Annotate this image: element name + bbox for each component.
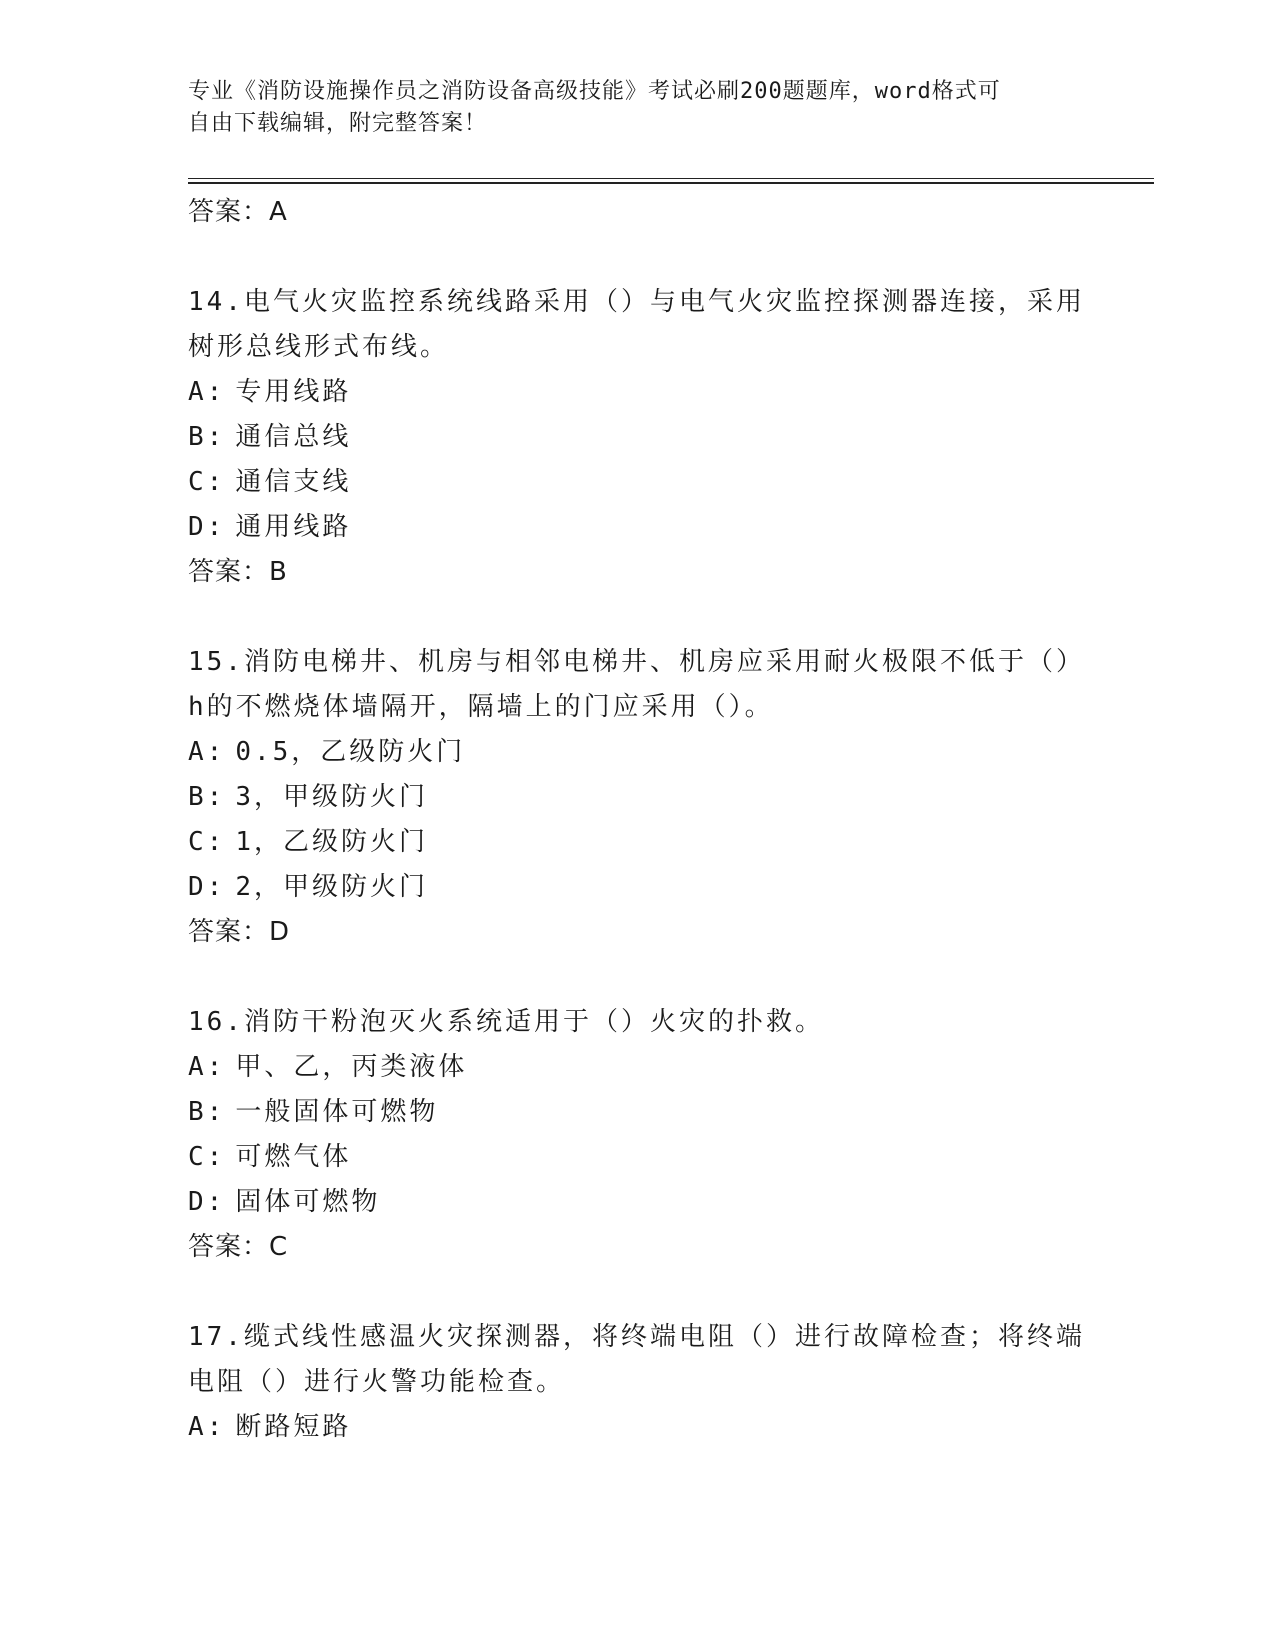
question-block xyxy=(188,280,1088,594)
option-b xyxy=(188,1090,1088,1135)
option-letter: C: xyxy=(188,467,226,497)
question-text-line: h的不燃烧体墙隔开，隔墙上的门应采用（）。 xyxy=(188,692,774,722)
answer-value: A xyxy=(269,197,287,227)
option-letter: B: xyxy=(188,782,226,812)
header-divider-thin xyxy=(188,178,1154,179)
question-text-line: 17.缆式线性感温火灾探测器，将终端电阻（）进行故障检查；将终端 xyxy=(188,1322,1085,1352)
option-text: 固体可燃物 xyxy=(235,1187,381,1217)
question-text-line: 树形总线形式布线。 xyxy=(188,332,450,362)
answer-line xyxy=(188,1225,1088,1269)
option-letter: D: xyxy=(188,512,226,542)
answer-line xyxy=(188,910,1088,954)
answer-value: B xyxy=(269,557,287,587)
option-letter: A: xyxy=(188,737,226,767)
answer-line xyxy=(188,190,1088,234)
option-text: 2，甲级防火门 xyxy=(235,872,428,902)
header-divider-thick xyxy=(188,182,1154,184)
option-d xyxy=(188,865,1088,910)
question-block xyxy=(188,640,1088,954)
option-text: 0.5，乙级防火门 xyxy=(235,737,466,767)
question-text-line: 14.电气火灾监控系统线路采用（）与电气火灾监控探测器连接，采用 xyxy=(188,287,1085,317)
header-line-2: 自由下载编辑，附完整答案！ xyxy=(188,111,488,136)
answer-value: D xyxy=(269,917,290,947)
option-c xyxy=(188,820,1088,865)
option-text: 可燃气体 xyxy=(235,1142,352,1172)
question-text-line: 电阻（）进行火警功能检查。 xyxy=(188,1367,566,1397)
option-c xyxy=(188,1135,1088,1180)
option-text: 3，甲级防火门 xyxy=(235,782,428,812)
answer-value: C xyxy=(269,1232,288,1262)
answer-line xyxy=(188,550,1088,594)
question-list xyxy=(188,190,1088,1450)
option-text: 专用线路 xyxy=(235,377,352,407)
option-letter: A: xyxy=(188,1412,226,1442)
option-letter: B: xyxy=(188,1097,226,1127)
option-a xyxy=(188,730,1088,775)
option-letter: D: xyxy=(188,872,226,902)
question-block xyxy=(188,1315,1088,1450)
option-b xyxy=(188,415,1088,460)
option-text: 通信支线 xyxy=(235,467,352,497)
option-text: 通信总线 xyxy=(235,422,352,452)
header-line-1: 专业《消防设施操作员之消防设备高级技能》考试必刷200题题库，word格式可 xyxy=(188,79,1001,104)
option-letter: A: xyxy=(188,1052,226,1082)
option-letter: A: xyxy=(188,377,226,407)
option-letter: C: xyxy=(188,1142,226,1172)
option-letter: D: xyxy=(188,1187,226,1217)
option-letter: C: xyxy=(188,827,226,857)
option-text: 一般固体可燃物 xyxy=(235,1097,439,1127)
option-d xyxy=(188,1180,1088,1225)
option-text: 断路短路 xyxy=(235,1412,352,1442)
option-d xyxy=(188,505,1088,550)
option-text: 1，乙级防火门 xyxy=(235,827,428,857)
option-text: 甲、乙，丙类液体 xyxy=(235,1052,468,1082)
option-c xyxy=(188,460,1088,505)
option-text: 通用线路 xyxy=(235,512,352,542)
question-block xyxy=(188,1000,1088,1269)
question-text-line: 15.消防电梯井、机房与相邻电梯井、机房应采用耐火极限不低于（） xyxy=(188,647,1085,677)
option-b xyxy=(188,775,1088,820)
option-letter: B: xyxy=(188,422,226,452)
answer-label: 答案： xyxy=(188,1232,270,1262)
answer-label: 答案： xyxy=(188,197,270,227)
option-a xyxy=(188,370,1088,415)
question-text-line: 16.消防干粉泡灭火系统适用于（）火灾的扑救。 xyxy=(188,1007,824,1037)
option-a xyxy=(188,1045,1088,1090)
answer-label: 答案： xyxy=(188,917,270,947)
option-a xyxy=(188,1405,1088,1450)
answer-label: 答案： xyxy=(188,557,270,587)
document-header xyxy=(188,76,1068,140)
